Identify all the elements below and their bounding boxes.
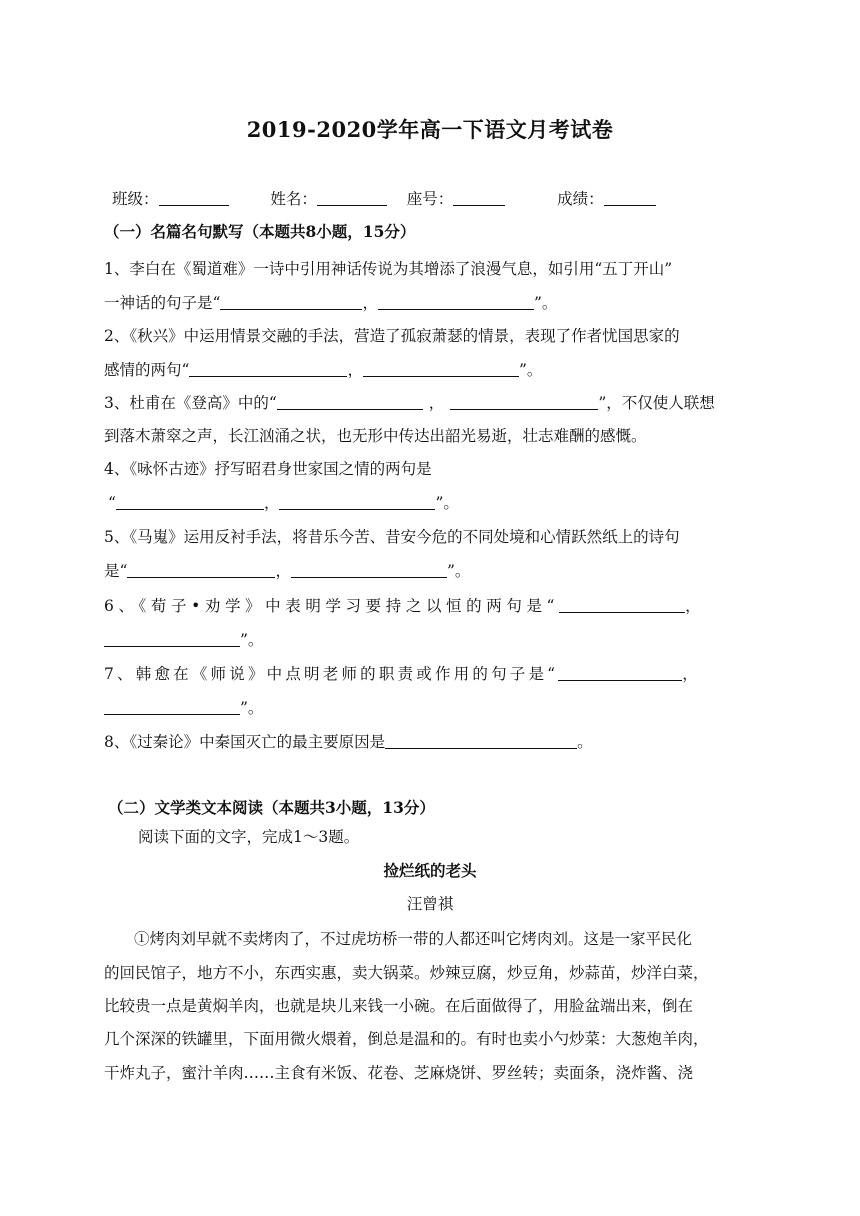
q2-line2 (104, 359, 758, 381)
q2-blank-2[interactable] (363, 360, 519, 377)
seat-blank[interactable] (453, 189, 505, 206)
q2-comma: ， (347, 361, 363, 379)
q5-blank-1[interactable] (127, 561, 275, 578)
q3-prefix: 3、杜甫在《登高》中的“ (104, 394, 277, 412)
exam-title: 2019-2020学年高一下语文月考试卷 (246, 117, 614, 142)
q7-blank-1[interactable] (558, 664, 682, 681)
name-label: 姓名： (270, 190, 317, 208)
q6-end: ”。 (240, 631, 264, 649)
q3-blank-2[interactable] (450, 393, 598, 410)
q4-line2 (108, 492, 762, 514)
q8-line (104, 731, 758, 753)
q5-line2 (104, 560, 758, 582)
q3-line1 (104, 392, 758, 414)
article-paragraph-line: 比较贵一点是黄焖羊肉，也就是块儿来钱一小碗。在后面做得了，用脸盆端出来，倒在 (104, 997, 694, 1015)
q1-blank-1[interactable] (220, 293, 362, 310)
score-label: 成绩： (557, 190, 604, 208)
q1-end: ”。 (533, 294, 558, 312)
q2-line1: 2、《秋兴》中运用情景交融的手法，营造了孤寂萧瑟的情景，表现了作者忧国思家的 (104, 327, 680, 345)
q8-prefix: 8、《过秦论》中秦国灭亡的最主要原因是 (104, 733, 386, 751)
article-title: 捡烂纸的老头 (383, 861, 477, 880)
score-blank[interactable] (604, 189, 656, 206)
q6-line2 (104, 629, 758, 651)
q3-suffix: ”，不仅使人联想 (598, 394, 715, 412)
q4-prefix: “ (108, 494, 116, 512)
q5-end: ”。 (446, 562, 471, 580)
class-label: 班级： (112, 190, 159, 208)
q5-prefix: 是“ (104, 562, 128, 580)
q4-line1: 4、《咏怀古迹》抒写昭君身世家国之情的两句是 (104, 460, 432, 478)
class-blank[interactable] (159, 189, 229, 206)
q8-end: 。 (577, 733, 593, 751)
article-paragraph-line: 干炸丸子，蜜汁羊肉……主食有米饭、花卷、芝麻烧饼、罗丝转；卖面条，浇炸酱、浇 (104, 1064, 694, 1082)
q1-comma: ， (362, 294, 378, 312)
q7-line1 (104, 663, 758, 685)
q5-blank-2[interactable] (291, 561, 447, 578)
q6-blank-2[interactable] (104, 630, 240, 647)
q1-line1: 1、李白在《蜀道难》一诗中引用神话传说为其增添了浪漫气息，如引用“五丁开山” (104, 260, 673, 278)
q7-comma: ， (682, 665, 701, 683)
article-paragraph-line: 几个深深的铁罐里，下面用微火煨着，倒总是温和的。有时也卖小勺炒菜：大葱炮羊肉， (104, 1030, 709, 1048)
q2-blank-1[interactable] (189, 360, 347, 377)
reading-instruction: 阅读下面的文字，完成1～3题。 (138, 828, 360, 846)
q7-end: ”。 (240, 699, 264, 717)
q2-prefix: 感情的两句“ (104, 361, 190, 379)
q4-blank-2[interactable] (279, 493, 435, 510)
q5-comma: ， (275, 562, 291, 580)
student-info-row (112, 188, 752, 210)
q8-blank[interactable] (385, 732, 577, 749)
q6-prefix: 6、《荀子•劝学》中表明学习要持之以恒的两句是“ (104, 597, 560, 615)
q1-prefix: 一神话的句子是“ (104, 294, 221, 312)
q7-prefix: 7、韩愈在《师说》中点明老师的职责或作用的句子是“ (104, 665, 559, 683)
q2-end: ”。 (518, 361, 543, 379)
article-paragraph-line: 的回民馆子，地方不小，东西实惠，卖大锅菜。炒辣豆腐，炒豆角，炒蒜苗，炒洋白菜， (104, 964, 709, 982)
q3-blank-1[interactable] (277, 393, 423, 410)
q5-line1: 5、《马嵬》运用反衬手法，将昔乐今苦、昔安今危的不同处境和心情跃然纸上的诗句 (104, 528, 680, 546)
section2-heading: （二）文学类文本阅读（本题共3小题，13分） (108, 798, 435, 817)
q6-blank-1[interactable] (559, 596, 685, 613)
q6-comma: ， (685, 597, 706, 615)
q1-blank-2[interactable] (378, 293, 534, 310)
name-blank[interactable] (317, 189, 387, 206)
q4-end: ”。 (435, 494, 459, 512)
section1-heading: （一）名篇名句默写（本题共8小题，15分） (104, 222, 416, 241)
q4-comma: ， (263, 494, 280, 512)
article-paragraph-line: ①烤肉刘早就不卖烤肉了，不过虎坊桥一带的人都还叫它烤肉刘。这是一家平民化 (134, 930, 693, 948)
article-author: 汪曾祺 (406, 895, 454, 913)
q1-line2 (104, 292, 758, 314)
q3-comma: ， (428, 394, 445, 412)
q6-line1 (104, 595, 758, 617)
seat-label: 座号： (406, 190, 454, 208)
q7-line2 (104, 697, 758, 719)
q4-blank-1[interactable] (116, 493, 264, 510)
q3-line2: 到落木萧窣之声，长江汹涌之状，也无形中传达出韶光易逝，壮志难酬的感慨。 (104, 427, 647, 445)
q7-blank-2[interactable] (104, 698, 240, 715)
